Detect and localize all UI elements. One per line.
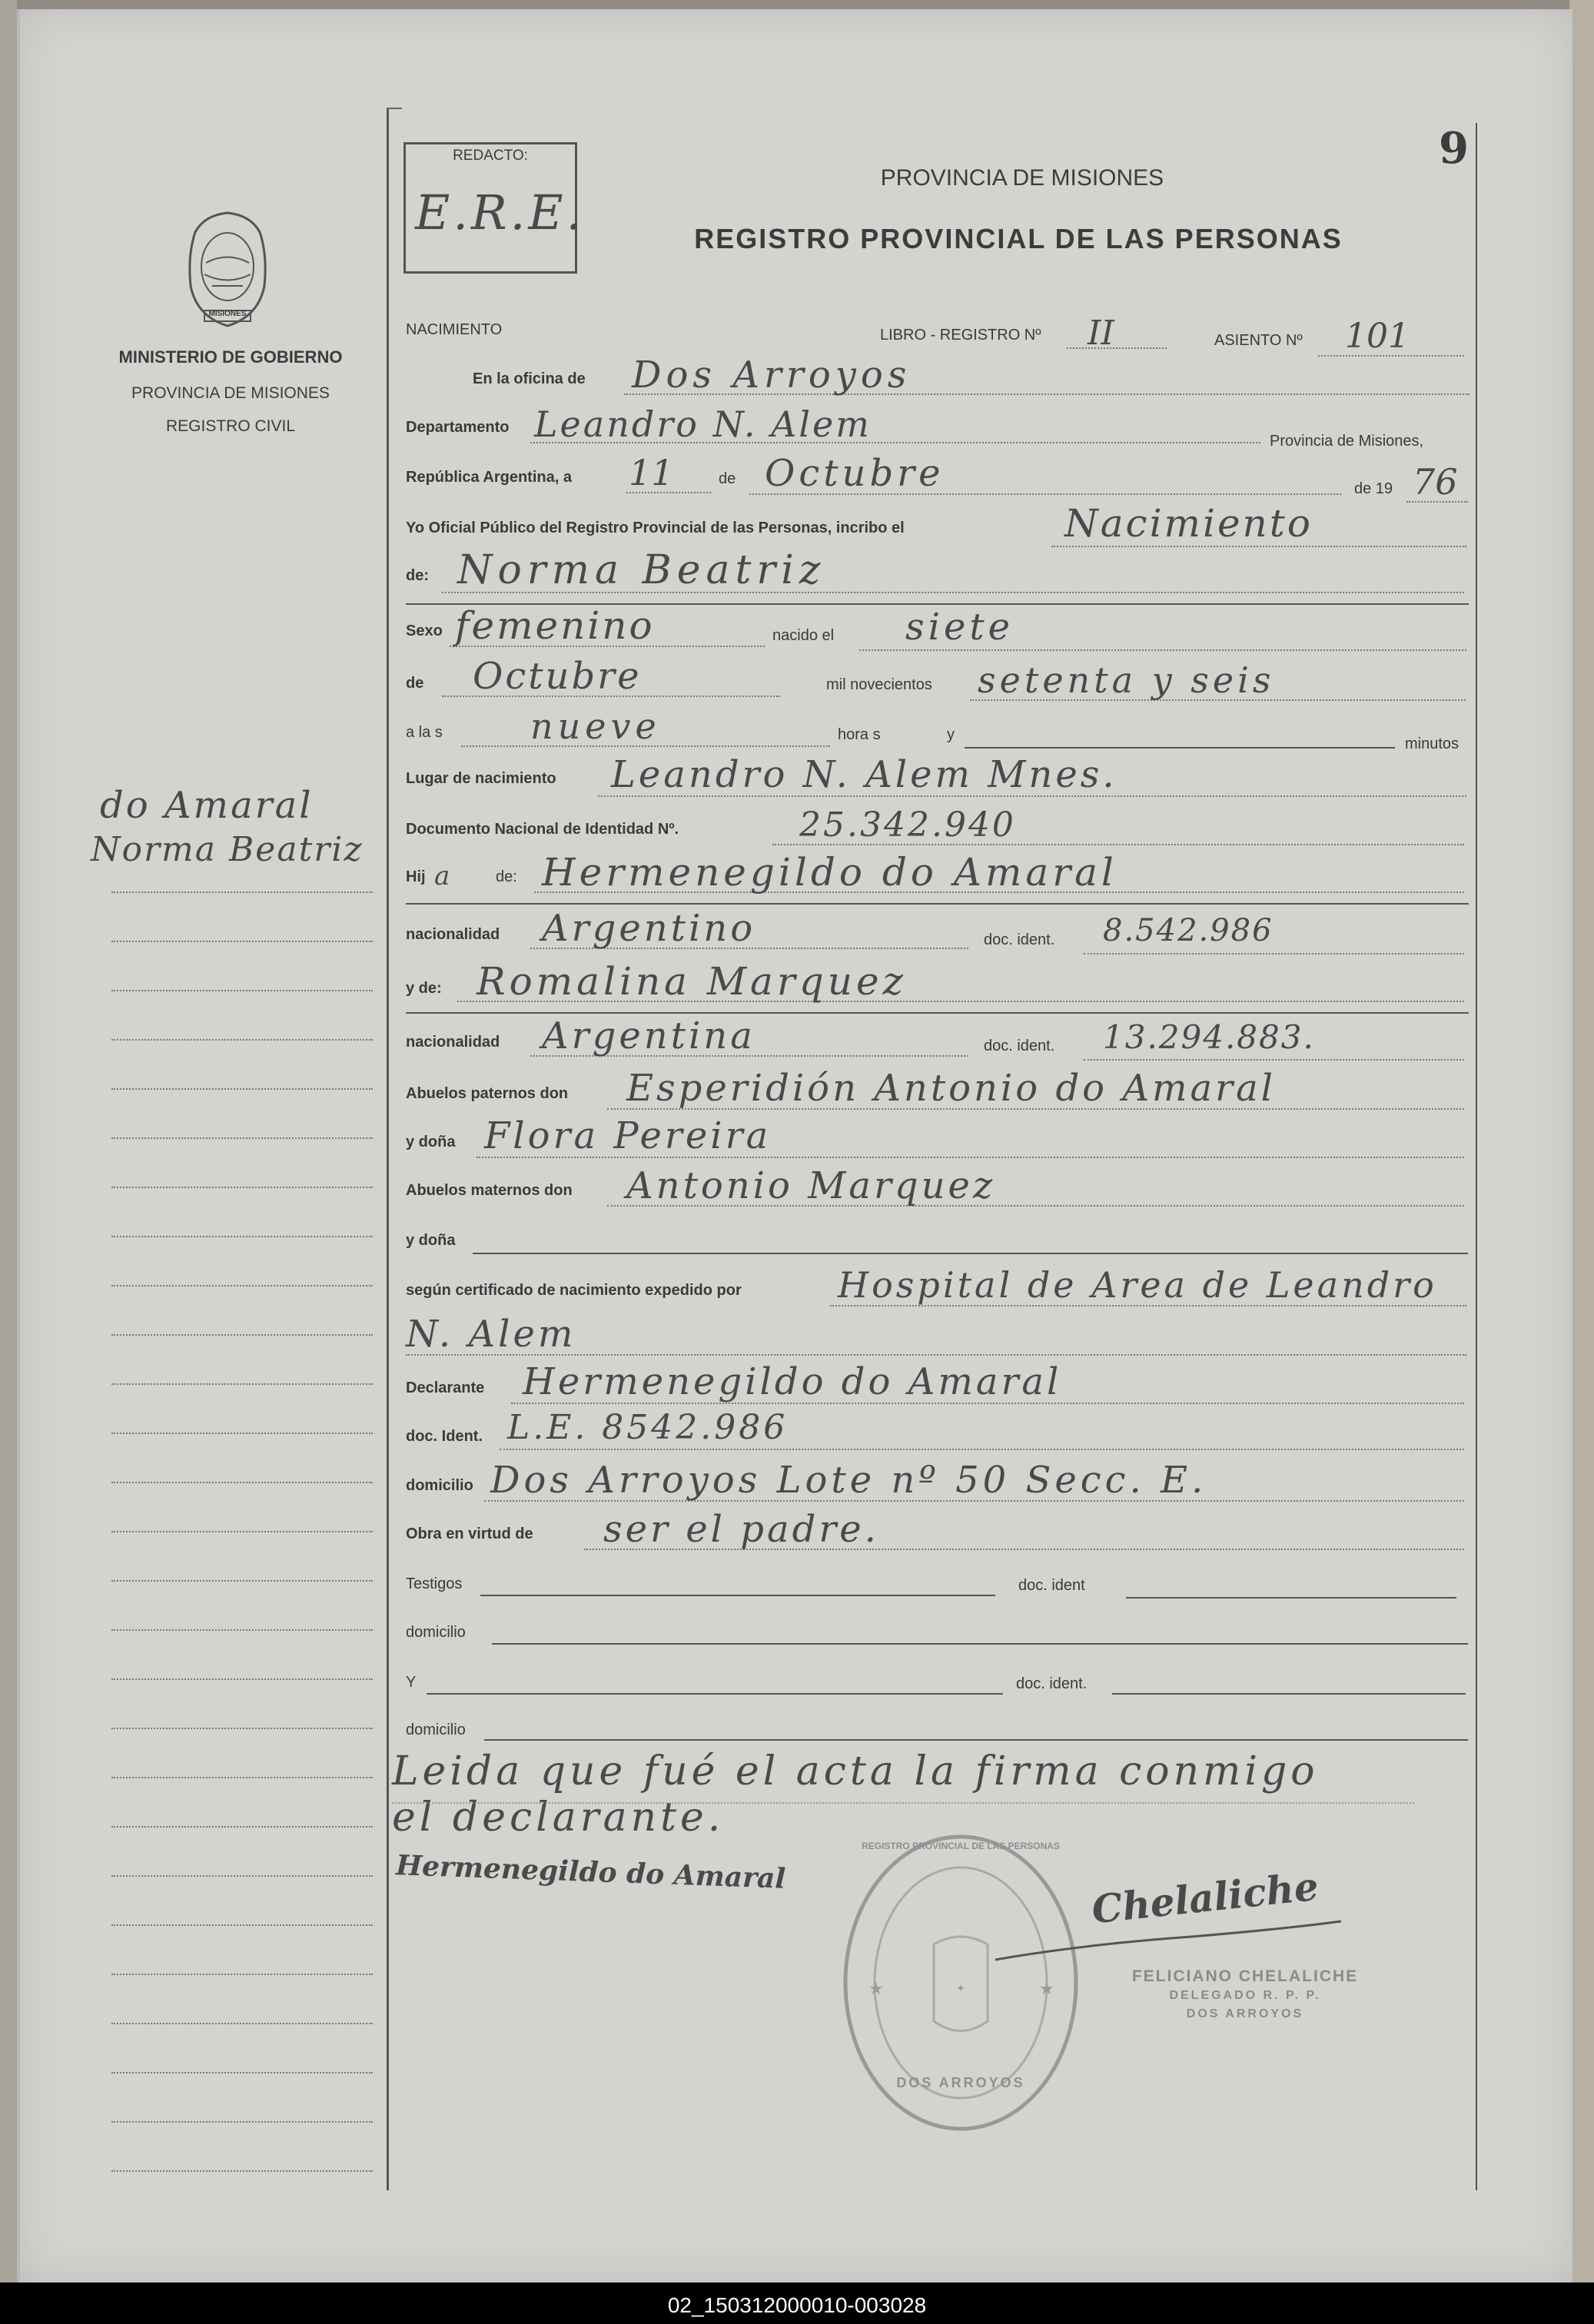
abuelos-maternos-label: Abuelos maternos don	[406, 1182, 573, 1199]
margin-note-line-1: do Amaral	[100, 784, 314, 827]
declarant-signature: Hermenegildo do Amaral	[395, 1849, 786, 1895]
sexo-label: Sexo	[406, 622, 443, 639]
de2-label: de:	[406, 567, 429, 584]
mil-value: setenta y seis	[978, 659, 1275, 701]
ministry-title: MINISTERIO DE GOBIERNO	[118, 347, 343, 367]
mother-docident-label: doc. ident.	[984, 1038, 1055, 1054]
testigo2-domicilio-label: domicilio	[406, 1721, 466, 1738]
margin-rule-line	[111, 2072, 373, 2073]
margin-rule-line	[111, 1629, 373, 1631]
margin-rule-line	[111, 1334, 373, 1336]
testigo1-domicilio-label: domicilio	[406, 1624, 466, 1641]
registry-title: REGISTRO PROVINCIAL DE LAS PERSONAS	[694, 223, 1343, 254]
obra-value: ser el padre.	[603, 1508, 879, 1551]
svg-text:★: ★	[1039, 1980, 1054, 1999]
margin-rule-line	[111, 1039, 373, 1041]
mil-label: mil novecientos	[826, 676, 932, 693]
margin-rule-line	[111, 2170, 373, 2172]
republica-label: República Argentina, a	[406, 469, 572, 486]
domicilio-value: Dos Arroyos Lote nº 50 Secc. E.	[490, 1459, 1207, 1502]
father-docident-label: doc. ident.	[984, 931, 1055, 948]
birth-month-value: Octubre	[473, 655, 642, 698]
name-value: Norma Beatriz	[457, 547, 826, 593]
dni-value: 25.342.940	[799, 805, 1016, 845]
svg-text:✦: ✦	[956, 1983, 965, 1995]
margin-note-line-2: Norma Beatriz	[91, 830, 364, 869]
main-frame-top-line	[387, 108, 402, 109]
oficial-label: Yo Oficial Público del Registro Provincial de las Personas, incribo el	[406, 520, 905, 536]
margin-rule-line	[111, 990, 373, 991]
official-place: DOS ARROYOS	[1186, 2007, 1304, 2020]
year-value: 76	[1413, 461, 1458, 503]
yde-label: y de:	[406, 980, 442, 997]
dni-label: Documento Nacional de Identidad Nº.	[406, 821, 679, 838]
margin-rule-line	[111, 1924, 373, 1926]
libro-value: II	[1088, 314, 1114, 353]
lugar-value: Leandro N. Alem Mnes.	[611, 753, 1117, 796]
binding-right-edge	[1569, 0, 1594, 2282]
margin-rule-line	[111, 1580, 373, 1582]
margin-rule-line	[111, 1974, 373, 1975]
binding-left-edge	[0, 0, 17, 2282]
abuelo-paterno-value: Esperidión Antonio do Amaral	[626, 1067, 1277, 1110]
margin-rule-line	[111, 1777, 373, 1778]
abuela-paterna-label: y doña	[406, 1134, 456, 1150]
margin-rule-line	[111, 1137, 373, 1139]
alas-label: a la s	[406, 724, 443, 741]
province-title: PROVINCIA DE MISIONES	[880, 165, 1164, 191]
testigo2-y-label: Y	[406, 1674, 417, 1691]
testigo2-docident-label: doc. ident.	[1016, 1675, 1088, 1692]
signature-stroke-icon	[991, 1906, 1345, 1967]
day-value: 11	[629, 452, 674, 493]
mother-value: Romalina Marquez	[477, 959, 907, 1004]
scan-file-id: 02_150312000010-003028	[667, 2293, 927, 2317]
official-signature: Chelaliche	[1089, 1863, 1321, 1933]
y-label: y	[947, 726, 955, 743]
closing-line-1: Leida que fué el acta la firma conmigo	[392, 1748, 1319, 1794]
hija-de-label: de:	[496, 868, 517, 885]
testigos-docident-label: doc. ident	[1018, 1577, 1085, 1594]
mother-nacionalidad-value: Argentina	[542, 1014, 755, 1057]
sexo-value: femenino	[455, 603, 655, 648]
segun-label: según certificado de nacimiento expedido por	[406, 1282, 742, 1299]
domicilio-label: domicilio	[406, 1477, 473, 1494]
asiento-value: 101	[1345, 317, 1410, 356]
margin-rule-line	[111, 2121, 373, 2123]
asiento-label: ASIENTO Nº	[1214, 332, 1303, 349]
libro-label: LIBRO - REGISTRO Nº	[880, 327, 1041, 344]
page-number: 9	[1439, 123, 1469, 174]
mother-nacionalidad-label: nacionalidad	[406, 1034, 500, 1051]
seal-bottom-text: DOS ARROYOS	[896, 2075, 1025, 2090]
margin-rule-line	[111, 1285, 373, 1286]
nacido-value: siete	[905, 606, 1015, 649]
margin-rule-line	[111, 1875, 373, 1877]
lugar-label: Lugar de nacimiento	[406, 770, 556, 787]
departamento-label: Departamento	[406, 419, 510, 436]
margin-rule-line	[111, 1531, 373, 1532]
margin-rule-line	[111, 1433, 373, 1434]
segun-value-continuation: N. Alem	[406, 1313, 576, 1356]
oficial-value: Nacimiento	[1064, 501, 1313, 546]
de3-label: de	[406, 675, 424, 692]
declarante-value: Hermenegildo do Amaral	[523, 1360, 1062, 1403]
redacto-label: REDACTO:	[453, 148, 528, 164]
provincia-label: Provincia de Misiones,	[1270, 433, 1424, 450]
de-label: de	[719, 470, 736, 487]
margin-rule-line	[111, 1482, 373, 1483]
abuelo-materno-value: Antonio Marquez	[626, 1164, 996, 1207]
main-frame-right-line	[1476, 123, 1477, 2190]
testigos-label: Testigos	[406, 1575, 463, 1592]
margin-rule-line	[111, 1678, 373, 1680]
nacimiento-label: NACIMIENTO	[406, 321, 503, 338]
seal-top-text: REGISTRO PROVINCIAL DE LAS PERSONAS	[862, 1841, 1060, 1851]
father-doc-value: 8.542.986	[1103, 913, 1274, 948]
hija-suffix: a	[434, 861, 450, 891]
minutos-label: minutos	[1405, 735, 1460, 752]
declarante-label: Declarante	[406, 1379, 485, 1396]
abuela-materna-label: y doña	[406, 1232, 456, 1249]
margin-rule-line	[111, 1383, 373, 1385]
margin-rule-line	[111, 1236, 373, 1237]
father-nacionalidad-label: nacionalidad	[406, 926, 500, 943]
departamento-value: Leandro N. Alem	[534, 403, 872, 445]
margin-rule-line	[111, 891, 373, 893]
ministry-province: PROVINCIA DE MISIONES	[131, 384, 330, 402]
obra-label: Obra en virtud de	[406, 1526, 533, 1542]
declarante-docident-value: L.E. 8542.986	[507, 1408, 789, 1447]
abuelos-paternos-label: Abuelos paternos don	[406, 1085, 569, 1102]
mother-doc-value: 13.294.883.	[1103, 1018, 1315, 1056]
declarante-docident-label: doc. Ident.	[406, 1428, 483, 1445]
margin-rule-line	[111, 1187, 373, 1188]
svg-text:★: ★	[868, 1980, 884, 1999]
abuela-paterna-value: Flora Pereira	[484, 1114, 772, 1157]
oficina-label: En la oficina de	[473, 370, 586, 387]
margin-rule-line	[111, 1088, 373, 1090]
month-value: Octubre	[765, 452, 945, 495]
nacido-label: nacido el	[772, 627, 835, 644]
year-prefix-label: de 19	[1354, 480, 1393, 497]
margin-rule-line	[111, 2023, 373, 2024]
official-name: FELICIANO CHELALICHE	[1131, 1967, 1359, 1985]
father-value: Hermenegildo do Amaral	[542, 850, 1117, 895]
segun-value: Hospital de Area de Leandro	[838, 1264, 1437, 1306]
closing-line-2: el declarante.	[392, 1794, 725, 1841]
main-frame-left-line	[387, 108, 389, 2190]
hora-label: hora s	[838, 726, 881, 743]
emblem-text: MISIONES	[208, 310, 247, 318]
father-nacionalidad-value: Argentino	[542, 907, 756, 950]
ministry-registry: REGISTRO CIVIL	[165, 417, 296, 435]
margin-rule-line	[111, 1826, 373, 1828]
official-title: DELEGADO R. P. P.	[1169, 1989, 1321, 2002]
oficina-value: Dos Arroyos	[632, 354, 912, 397]
hija-label: Hij	[406, 868, 426, 885]
redacto-value: E.R.E.	[415, 184, 585, 241]
alas-value: nueve	[530, 706, 661, 747]
margin-rule-line	[111, 941, 373, 942]
margin-rule-line	[111, 1728, 373, 1729]
